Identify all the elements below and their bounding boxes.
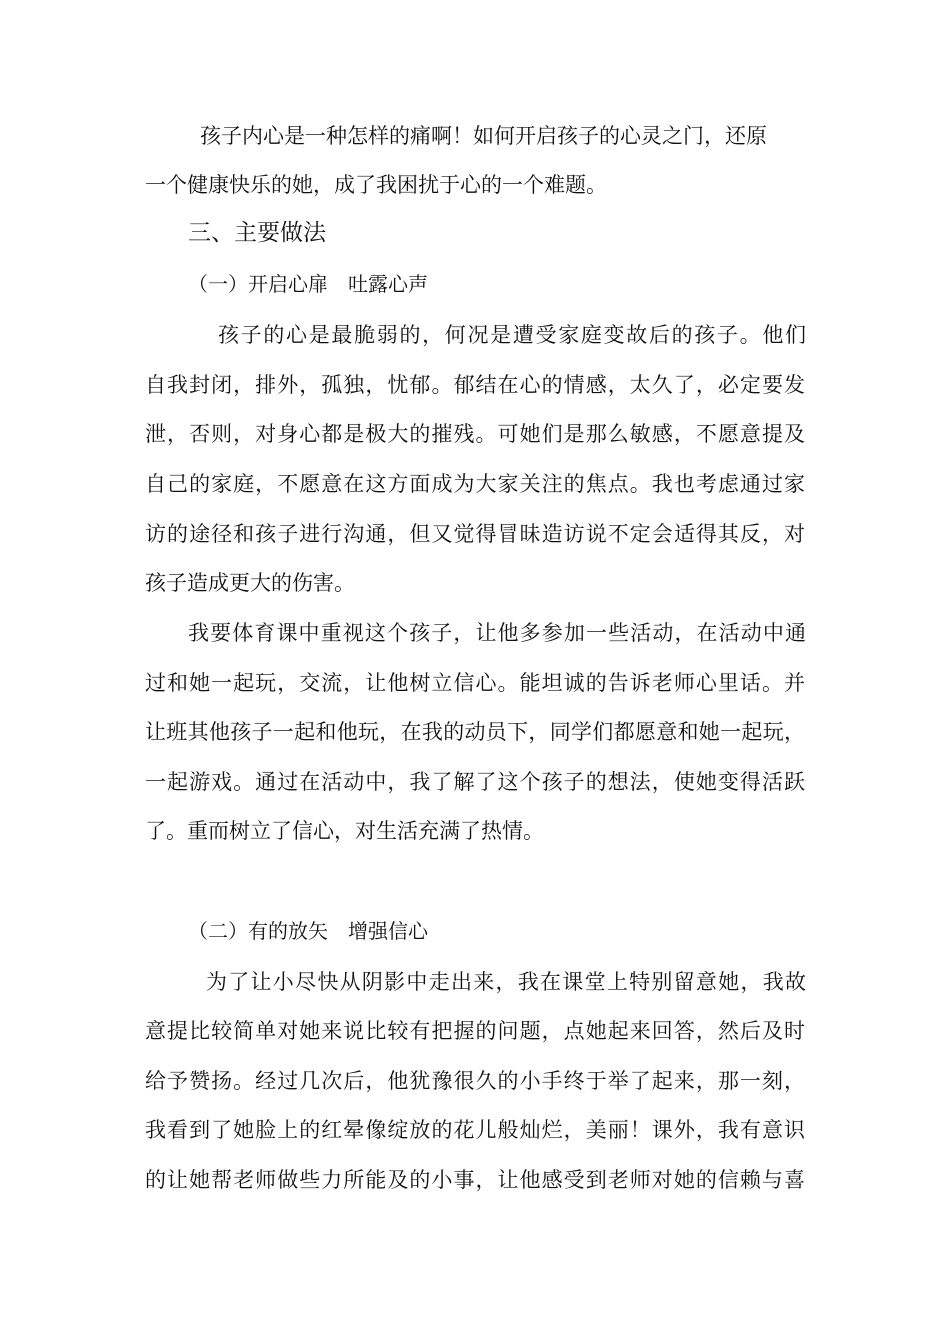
paragraph-4-line-5: 的让她帮老师做些力所能及的小事，让他感受到老师对她的信赖与喜: [145, 1168, 805, 1192]
paragraph-2-line-4: 自己的家庭，不愿意在这方面成为大家关注的焦点。我也考虑通过家: [145, 472, 805, 496]
paragraph-1-line-2: 一个健康快乐的她，成了我困扰于心的一个难题。: [145, 173, 607, 197]
paragraph-4-line-3: 给予赞扬。经过几次后，他犹豫很久的小手终于举了起来，那一刻，: [145, 1069, 805, 1093]
paragraph-3-line-2: 过和她一起玩，交流，让他树立信心。能坦诚的告诉老师心里话。并: [145, 671, 805, 695]
paragraph-4-line-1: 为了让小尽快从阴影中走出来，我在课堂上特别留意她，我故: [206, 970, 806, 994]
subheading-2: （二）有的放矢 增强信心: [188, 919, 428, 943]
paragraph-3-line-3: 让班其他孩子一起和他玩，在我的动员下，同学们都愿意和她一起玩，: [145, 720, 805, 744]
paragraph-3-line-5: 了。重而树立了信心，对生活充满了热情。: [145, 819, 544, 843]
subheading-1: （一）开启心扉 吐露心声: [188, 272, 428, 296]
paragraph-3-line-4: 一起游戏。通过在活动中，我了解了这个孩子的想法，使她变得活跃: [145, 770, 805, 794]
section-heading: 三、主要做法: [188, 220, 326, 246]
paragraph-4-line-2: 意提比较简单对她来说比较有把握的问题，点她起来回答，然后及时: [145, 1019, 805, 1043]
paragraph-3-line-1: 我要体育课中重视这个孩子，让他多参加一些活动，在活动中通: [188, 621, 806, 645]
paragraph-2-line-6: 孩子造成更大的伤害。: [145, 571, 355, 595]
paragraph-4-line-4: 我看到了她脸上的红晕像绽放的花儿般灿烂，美丽！课外，我有意识: [145, 1118, 805, 1142]
paragraph-2-line-3: 泄，否则，对身心都是极大的摧残。可她们是那么敏感，不愿意提及: [145, 422, 805, 446]
paragraph-2-line-1: 孩子的心是最脆弱的，何况是遭受家庭变故后的孩子。他们: [218, 323, 806, 347]
paragraph-2-line-5: 访的途径和孩子进行沟通，但又觉得冒昧造访说不定会适得其反，对: [145, 522, 805, 546]
paragraph-1-line-1: 孩子内心是一种怎样的痛啊！如何开启孩子的心灵之门，还原: [200, 124, 767, 148]
paragraph-2-line-2: 自我封闭，排外，孤独，忧郁。郁结在心的情感，太久了，必定要发: [145, 373, 805, 397]
